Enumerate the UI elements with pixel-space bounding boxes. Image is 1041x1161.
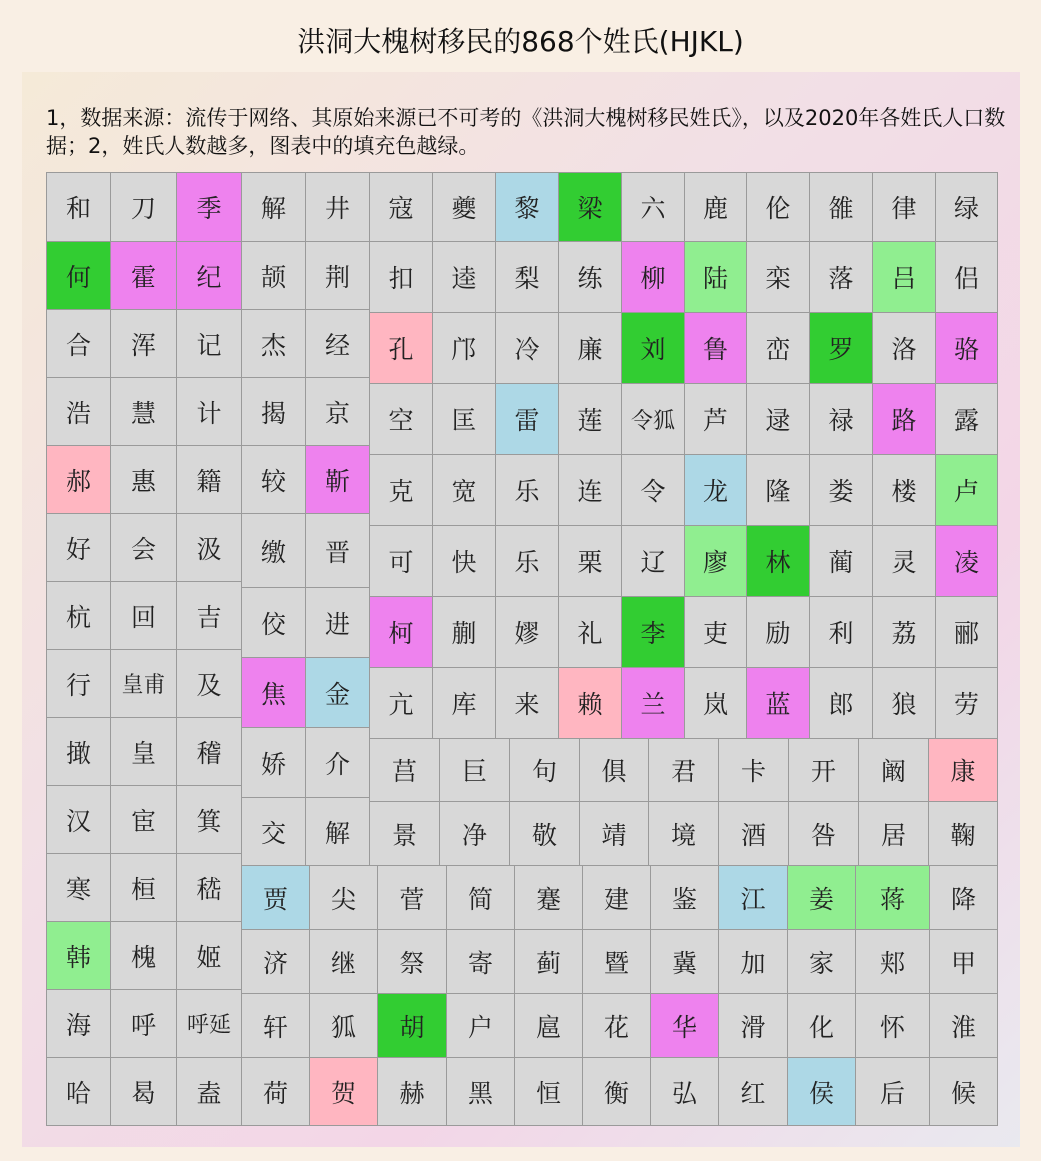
surname-cell: 箕 xyxy=(176,785,242,854)
surname-cell: 律 xyxy=(872,172,936,242)
surname-cell: 宦 xyxy=(110,785,177,854)
surname-cell: 林 xyxy=(746,525,810,597)
surname-cell: 酒 xyxy=(718,801,789,866)
surname-cell: 恒 xyxy=(514,1057,583,1126)
surname-cell: 滑 xyxy=(718,993,788,1058)
surname-cell: 乐 xyxy=(495,454,559,526)
surname-cell: 冷 xyxy=(495,312,559,384)
surname-cell: 记 xyxy=(176,309,242,378)
surname-cell: 冀 xyxy=(650,929,719,994)
surname-cell: 宽 xyxy=(432,454,496,526)
surname-cell: 兰 xyxy=(621,667,685,739)
surname-cell: 雷 xyxy=(495,383,559,455)
surname-cell: 净 xyxy=(439,801,510,866)
surname-cell: 鞠 xyxy=(928,801,998,866)
surname-cell: 雒 xyxy=(809,172,873,242)
surname-cell: 鉴 xyxy=(650,865,719,930)
surname-cell: 柳 xyxy=(621,241,685,313)
surname-cell: 扣 xyxy=(369,241,433,313)
surname-cell: 空 xyxy=(369,383,433,455)
surname-cell: 刀 xyxy=(110,172,177,242)
surname-cell: 蒯 xyxy=(432,596,496,668)
surname-cell: 户 xyxy=(446,993,515,1058)
surname-cell: 荆 xyxy=(305,241,370,310)
surname-cell: 蓝 xyxy=(746,667,810,739)
surname-cell: 计 xyxy=(176,377,242,446)
surname-cell: 敬 xyxy=(509,801,580,866)
surname-cell: 吉 xyxy=(176,581,242,650)
surname-cell: 济 xyxy=(241,929,310,994)
surname-cell: 衡 xyxy=(582,1057,651,1126)
surname-cell: 寄 xyxy=(446,929,515,994)
surname-cell: 蒋 xyxy=(855,865,930,930)
surname-cell: 栗 xyxy=(558,525,622,597)
surname-cell: 可 xyxy=(369,525,433,597)
surname-cell: 海 xyxy=(46,989,111,1058)
surname-cell: 逵 xyxy=(432,241,496,313)
surname-cell: 颉 xyxy=(241,241,306,310)
surname-cell: 慧 xyxy=(110,377,177,446)
surname-cell: 辽 xyxy=(621,525,685,597)
surname-cell: 寒 xyxy=(46,853,111,922)
surname-cell: 荷 xyxy=(241,1057,310,1126)
surname-cell: 缴 xyxy=(241,513,306,588)
surname-cell: 霍 xyxy=(110,241,177,310)
surname-cell: 贺 xyxy=(309,1057,378,1126)
surname-cell: 贾 xyxy=(241,865,310,930)
surname-cell: 胡 xyxy=(377,993,447,1058)
surname-cell: 花 xyxy=(582,993,651,1058)
surname-cell: 好 xyxy=(46,513,111,582)
surname-cell: 柯 xyxy=(369,596,433,668)
surname-cell: 匡 xyxy=(432,383,496,455)
surname-cell: 加 xyxy=(718,929,788,994)
surname-cell: 京 xyxy=(305,377,370,446)
surname-cell: 暨 xyxy=(582,929,651,994)
surname-cell: 伦 xyxy=(746,172,810,242)
description-text: 1，数据来源：流传于网络、其原始来源已不可考的《洪洞大槐树移民姓氏》，以及2020年各姓氏人口数据；2，姓氏人数越多，图表中的填充色越绿。 xyxy=(46,106,1006,158)
surname-cell: 梁 xyxy=(558,172,622,242)
surname-cell: 邝 xyxy=(432,312,496,384)
surname-cell: 靖 xyxy=(579,801,649,866)
surname-cell: 寇 xyxy=(369,172,433,242)
surname-cell: 皇 xyxy=(110,717,177,786)
surname-cell: 郦 xyxy=(935,596,998,668)
surname-cell: 阚 xyxy=(858,738,929,802)
surname-cell: 汉 xyxy=(46,785,111,854)
surname-cell: 井 xyxy=(305,172,370,242)
surname-cell: 克 xyxy=(369,454,433,526)
surname-cell: 赫 xyxy=(377,1057,447,1126)
surname-cell: 呼 xyxy=(110,989,177,1058)
surname-cell: 及 xyxy=(176,649,242,718)
surname-cell: 较 xyxy=(241,445,306,514)
surname-cell: 岚 xyxy=(684,667,747,739)
surname-cell: 俱 xyxy=(579,738,649,802)
surname-cell: 开 xyxy=(788,738,859,802)
surname-cell: 靳 xyxy=(305,445,370,514)
surname-cell: 揭 xyxy=(241,377,306,446)
surname-cell: 莒 xyxy=(369,738,440,802)
surname-cell: 刘 xyxy=(621,312,685,384)
surname-cell: 巨 xyxy=(439,738,510,802)
surname-cell: 季 xyxy=(176,172,242,242)
surname-cell: 黎 xyxy=(495,172,559,242)
surname-cell: 红 xyxy=(718,1057,788,1126)
surname-cell: 家 xyxy=(787,929,856,994)
surname-cell: 莲 xyxy=(558,383,622,455)
surname-cell: 夔 xyxy=(432,172,496,242)
surname-cell: 娄 xyxy=(809,454,873,526)
surname-cell: 尖 xyxy=(309,865,378,930)
surname-cell: 库 xyxy=(432,667,496,739)
surname-cell: 芦 xyxy=(684,383,747,455)
surname-cell: 娇 xyxy=(241,727,306,798)
surname-cell: 后 xyxy=(855,1057,930,1126)
surname-cell: 景 xyxy=(369,801,440,866)
surname-cell: 栾 xyxy=(746,241,810,313)
surname-cell: 凌 xyxy=(935,525,998,597)
surname-cell: 金 xyxy=(305,657,370,728)
surname-cell: 骆 xyxy=(935,312,998,384)
surname-cell: 鹿 xyxy=(684,172,747,242)
surname-cell: 惠 xyxy=(110,445,177,514)
surname-cell: 郎 xyxy=(809,667,873,739)
surname-cell: 廉 xyxy=(558,312,622,384)
surname-cell: 行 xyxy=(46,649,111,718)
surname-cell: 菅 xyxy=(377,865,447,930)
surname-cell: 继 xyxy=(309,929,378,994)
surname-cell: 稽 xyxy=(176,717,242,786)
surname-cell: 解 xyxy=(305,797,370,866)
surname-cell: 楼 xyxy=(872,454,936,526)
surname-cell: 皇甫 xyxy=(110,649,177,718)
surname-cell: 练 xyxy=(558,241,622,313)
surname-cell: 李 xyxy=(621,596,685,668)
surname-cell: 汲 xyxy=(176,513,242,582)
surname-cell: 龙 xyxy=(684,454,747,526)
surname-cell: 降 xyxy=(929,865,998,930)
surname-cell: 槐 xyxy=(110,921,177,990)
surname-cell: 灵 xyxy=(872,525,936,597)
surname-cell: 狐 xyxy=(309,993,378,1058)
surname-cell: 化 xyxy=(787,993,856,1058)
surname-cell: 韩 xyxy=(46,921,111,990)
surname-cell: 亢 xyxy=(369,667,433,739)
surname-cell: 进 xyxy=(305,587,370,658)
surname-cell: 嫪 xyxy=(495,596,559,668)
surname-cell: 弘 xyxy=(650,1057,719,1126)
surname-cell: 狼 xyxy=(872,667,936,739)
surname-cell: 何 xyxy=(46,241,111,310)
surname-cell: 哈 xyxy=(46,1057,111,1126)
surname-cell: 境 xyxy=(648,801,719,866)
surname-cell: 蹇 xyxy=(514,865,583,930)
surname-cell: 逯 xyxy=(746,383,810,455)
surname-cell: 卡 xyxy=(718,738,789,802)
surname-cell: 蔺 xyxy=(809,525,873,597)
surname-cell: 赖 xyxy=(558,667,622,739)
surname-cell: 六 xyxy=(621,172,685,242)
surname-cell: 句 xyxy=(509,738,580,802)
surname-cell: 梨 xyxy=(495,241,559,313)
surname-cell: 介 xyxy=(305,727,370,798)
surname-cell: 桓 xyxy=(110,853,177,922)
surname-cell: 侯 xyxy=(787,1057,856,1126)
surname-cell: 快 xyxy=(432,525,496,597)
surname-cell: 罗 xyxy=(809,312,873,384)
surname-cell: 居 xyxy=(858,801,929,866)
surname-cell: 杰 xyxy=(241,309,306,378)
surname-cell: 黑 xyxy=(446,1057,515,1126)
surname-cell: 经 xyxy=(305,309,370,378)
surname-cell: 蓟 xyxy=(514,929,583,994)
surname-cell: 连 xyxy=(558,454,622,526)
surname-cell: 焦 xyxy=(241,657,306,728)
surname-cell: 华 xyxy=(650,993,719,1058)
surname-cell: 回 xyxy=(110,581,177,650)
surname-cell: 和 xyxy=(46,172,111,242)
surname-cell: 君 xyxy=(648,738,719,802)
surname-cell: 利 xyxy=(809,596,873,668)
surname-cell: 盍 xyxy=(176,1057,242,1126)
surname-cell: 佼 xyxy=(241,587,306,658)
surname-cell: 合 xyxy=(46,309,111,378)
surname-cell: 交 xyxy=(241,797,306,866)
surname-cell: 祭 xyxy=(377,929,447,994)
surname-cell: 劳 xyxy=(935,667,998,739)
surname-cell: 简 xyxy=(446,865,515,930)
surname-cell: 杭 xyxy=(46,581,111,650)
surname-cell: 吏 xyxy=(684,596,747,668)
surname-cell: 曷 xyxy=(110,1057,177,1126)
surname-cell: 轩 xyxy=(241,993,310,1058)
surname-cell: 解 xyxy=(241,172,306,242)
surname-cell: 乐 xyxy=(495,525,559,597)
surname-cell: 隆 xyxy=(746,454,810,526)
surname-cell: 晋 xyxy=(305,513,370,588)
page-title: 洪洞大槐树移民的868个姓氏(HJKL) xyxy=(297,25,744,58)
surname-cell: 励 xyxy=(746,596,810,668)
surname-cell: 嵇 xyxy=(176,853,242,922)
surname-cell: 路 xyxy=(872,383,936,455)
surname-cell: 撖 xyxy=(46,717,111,786)
surname-cell: 孔 xyxy=(369,312,433,384)
surname-cell: 郏 xyxy=(855,929,930,994)
surname-cell: 鲁 xyxy=(684,312,747,384)
surname-cell: 扈 xyxy=(514,993,583,1058)
surname-cell: 来 xyxy=(495,667,559,739)
surname-cell: 落 xyxy=(809,241,873,313)
surname-cell: 怀 xyxy=(855,993,930,1058)
surname-cell: 呼延 xyxy=(176,989,242,1058)
surname-cell: 康 xyxy=(928,738,998,802)
surname-cell: 峦 xyxy=(746,312,810,384)
surname-cell: 郝 xyxy=(46,445,111,514)
surname-cell: 侣 xyxy=(935,241,998,313)
surname-cell: 纪 xyxy=(176,241,242,310)
surname-cell: 洛 xyxy=(872,312,936,384)
surname-cell: 令 xyxy=(621,454,685,526)
surname-cell: 淮 xyxy=(929,993,998,1058)
surname-cell: 吕 xyxy=(872,241,936,313)
surname-cell: 浑 xyxy=(110,309,177,378)
surname-cell: 陆 xyxy=(684,241,747,313)
surname-cell: 禄 xyxy=(809,383,873,455)
surname-cell: 礼 xyxy=(558,596,622,668)
surname-cell: 姜 xyxy=(787,865,856,930)
surname-cell: 露 xyxy=(935,383,998,455)
surname-cell: 荔 xyxy=(872,596,936,668)
surname-cell: 江 xyxy=(718,865,788,930)
surname-cell: 廖 xyxy=(684,525,747,597)
surname-cell: 卢 xyxy=(935,454,998,526)
surname-cell: 令狐 xyxy=(621,383,685,455)
surname-cell: 籍 xyxy=(176,445,242,514)
surname-cell: 候 xyxy=(929,1057,998,1126)
surname-cell: 绿 xyxy=(935,172,998,242)
surname-cell: 会 xyxy=(110,513,177,582)
surname-cell: 建 xyxy=(582,865,651,930)
surname-cell: 浩 xyxy=(46,377,111,446)
surname-cell: 咎 xyxy=(788,801,859,866)
surname-cell: 甲 xyxy=(929,929,998,994)
surname-cell: 姬 xyxy=(176,921,242,990)
